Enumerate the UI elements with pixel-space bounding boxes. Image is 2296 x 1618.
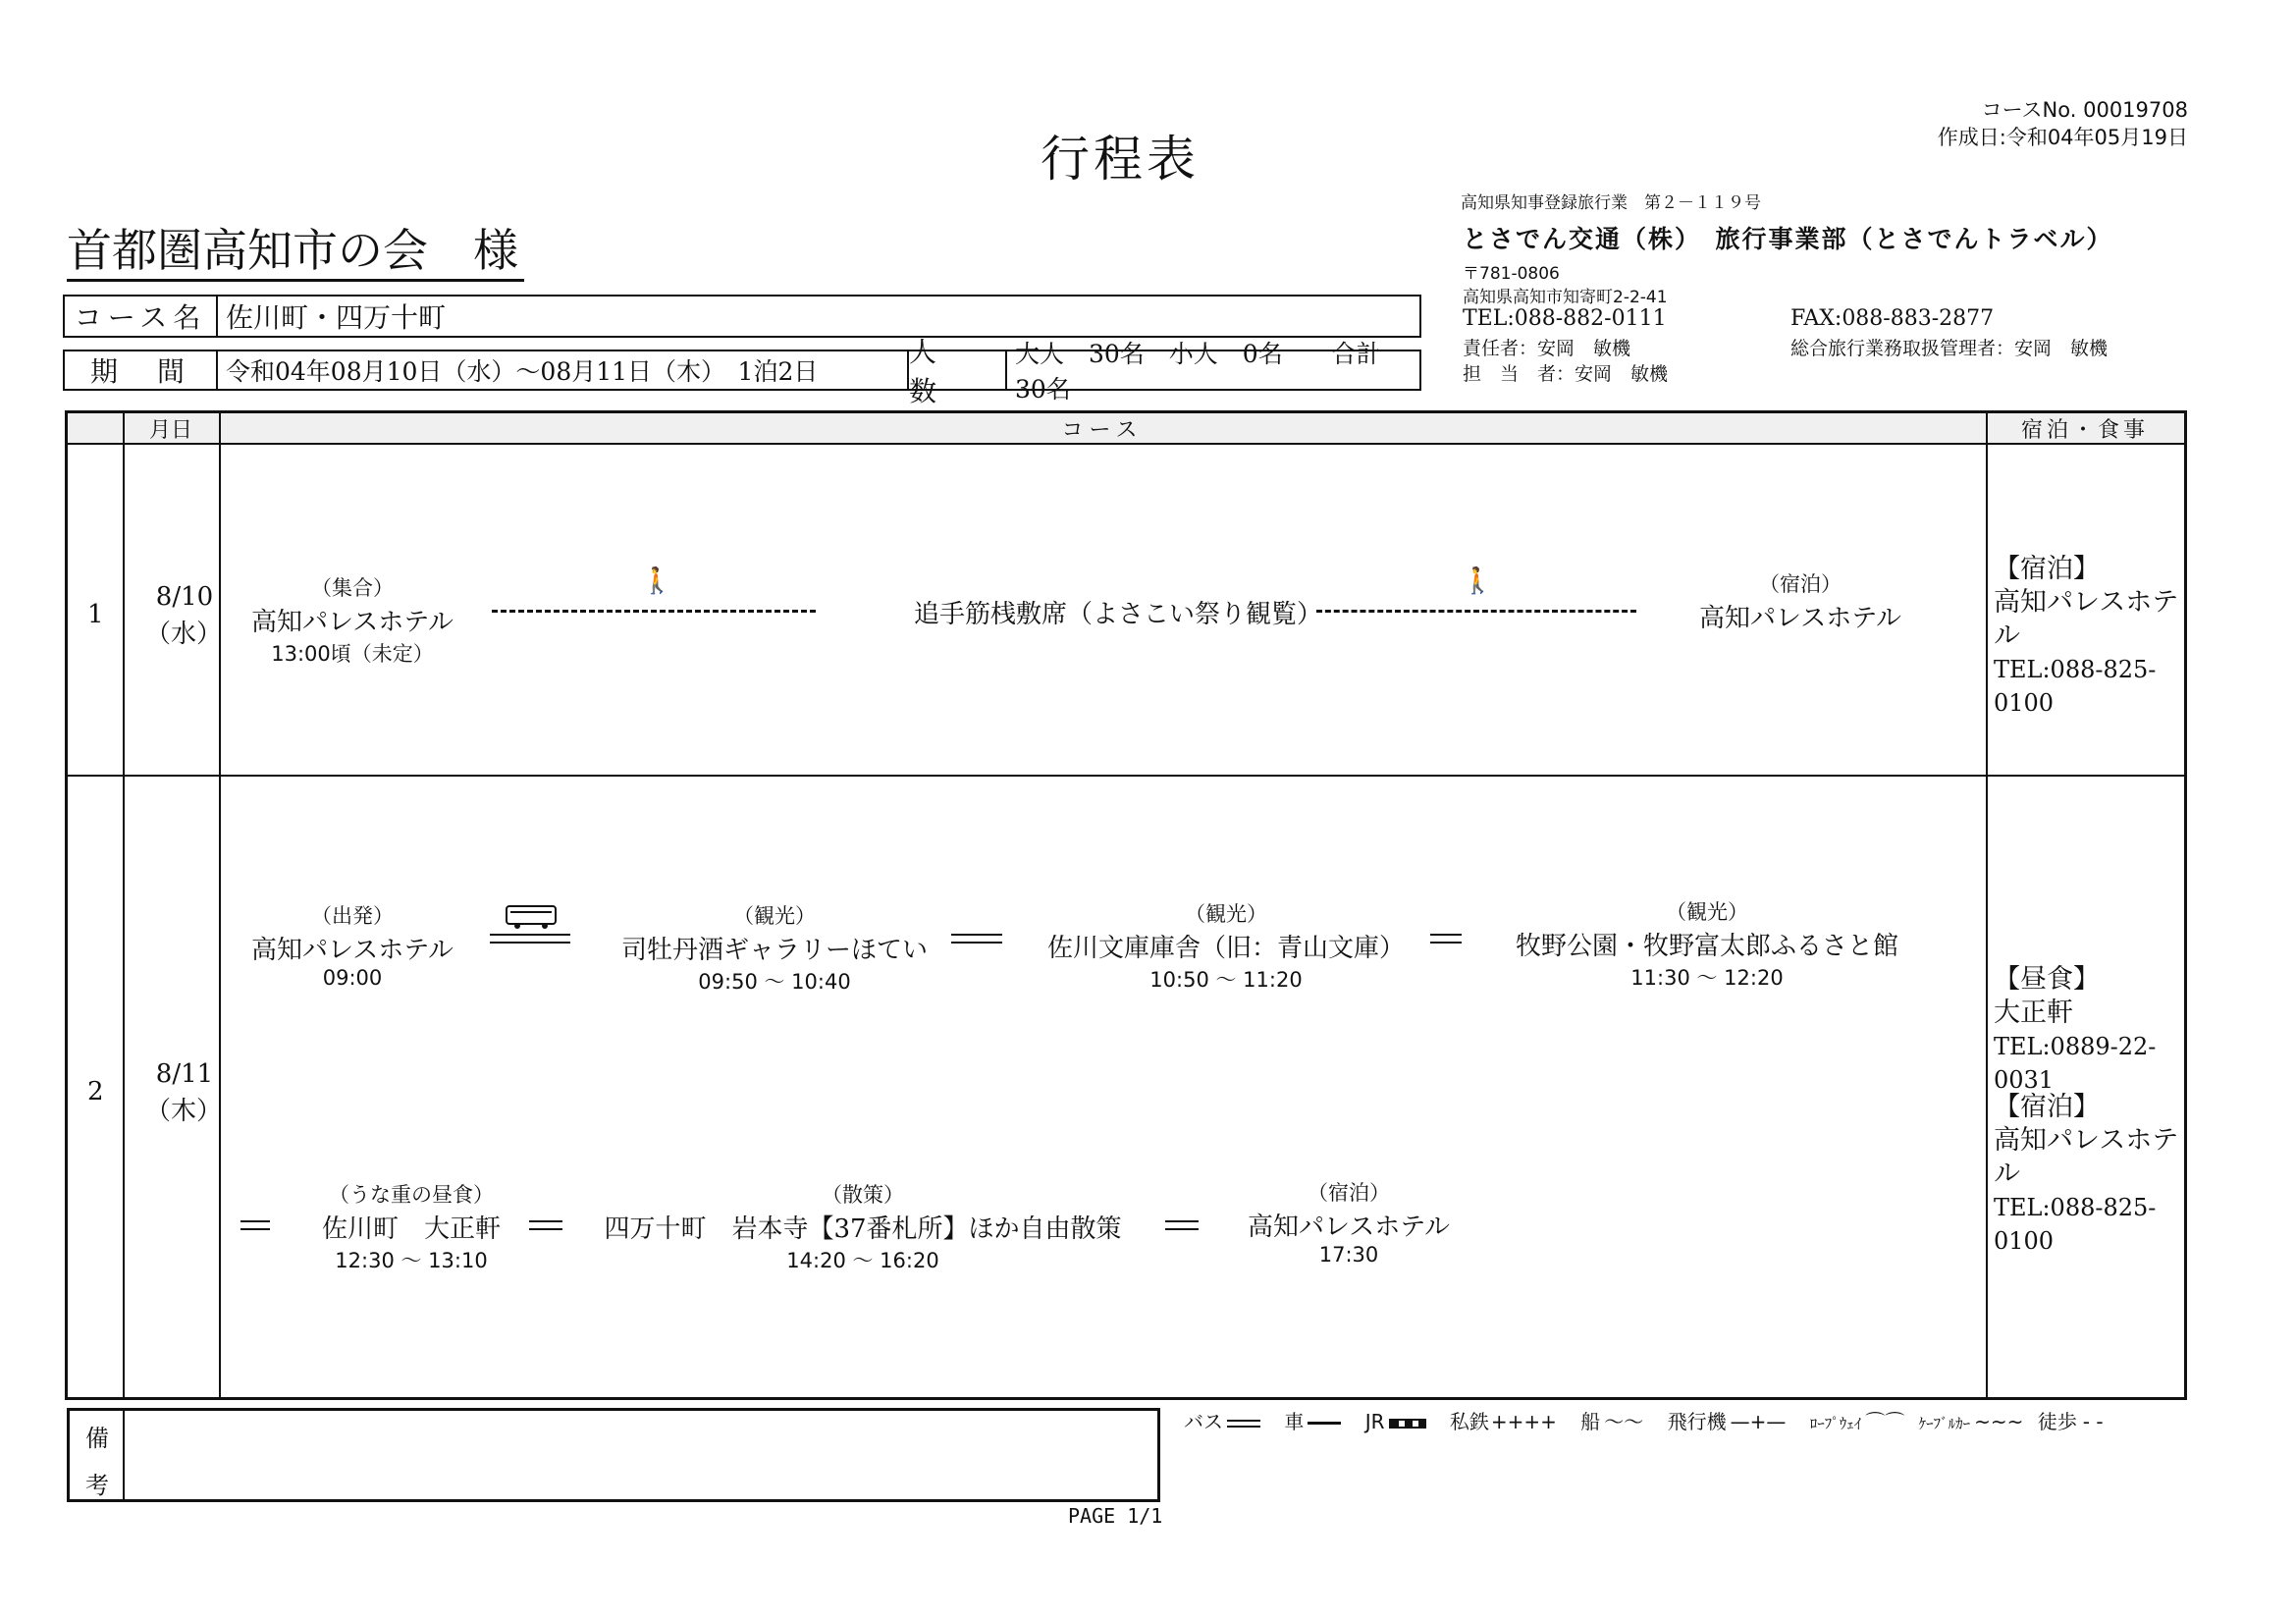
stop-sightseeing — [617, 900, 932, 996]
stay-day2-lunch — [1994, 963, 2184, 1097]
bus-line — [240, 1220, 270, 1230]
document-title: 行程表 — [1041, 131, 1200, 188]
stay-tel: TEL:088-825-0100 — [1994, 656, 2157, 717]
stop-time: 11:30 ～ 12:20 — [1630, 966, 1784, 990]
legend-walk: 徒歩 — [2037, 1410, 2077, 1433]
itinerary-table — [65, 410, 2187, 1400]
bus-line — [1430, 934, 1462, 944]
stay-name: 高知パレスホテル — [1994, 587, 2179, 651]
header-stay: 宿泊・食事 — [1986, 413, 2184, 443]
stop-category: （観光） — [1666, 900, 1748, 924]
agency-tel: TEL:088-882-0111 — [1463, 306, 1667, 331]
legend-ropeway: ﾛｰﾌﾟｳｪｲ — [1809, 1415, 1862, 1432]
agency-manager: 総合旅行業務取扱管理者：安岡 敏機 — [1790, 338, 2109, 359]
stop-category: （観光） — [733, 904, 816, 928]
bus-line — [951, 934, 1002, 944]
legend-ship: 船 — [1580, 1410, 1601, 1433]
bus-icon — [506, 904, 557, 934]
course-number: コースNo. 00019708 — [1981, 98, 2188, 122]
page-number: PAGE 1/1 — [1068, 1504, 1163, 1528]
stop-departure — [244, 900, 460, 990]
stay-tel: TEL:088-825-0100 — [1994, 1194, 2157, 1255]
stop-lunch — [294, 1179, 529, 1274]
stop-time: 17:30 — [1318, 1243, 1379, 1267]
bus-line — [1165, 1220, 1199, 1230]
header-blank — [68, 413, 123, 443]
bus-line — [490, 934, 570, 944]
legend-private-rail: 私鉄 — [1449, 1410, 1489, 1433]
walk-icon: 🚶 — [1462, 566, 1494, 596]
walk-line — [492, 610, 816, 613]
agency-staff: 担 当 者：安岡 敏機 — [1463, 363, 1669, 385]
course-name-box — [63, 295, 1421, 338]
stop-category: （宿泊） — [1759, 572, 1842, 596]
bus-line — [529, 1220, 562, 1230]
period-value: 令和04年08月10日（水）～08月11日（木） 1泊2日 — [218, 351, 909, 389]
remarks-box — [67, 1408, 1160, 1502]
day-date: 8/10 — [155, 582, 214, 612]
header-course: コース — [219, 413, 1986, 443]
stay-heading: 【宿泊】 — [1994, 554, 2100, 584]
remarks-label-cell — [70, 1411, 125, 1499]
day-weekday: （水） — [144, 620, 222, 649]
transport-legend: バス 車 JR 私鉄 ++++ 船 〜〜 飛行機 —+— ﾛｰﾌﾟｳｪｲ ⌒⌒ ｹｰﾌﾞﾙｶｰ ~~~ 徒歩 - - — [1184, 1410, 2104, 1433]
stop-category: （散策） — [822, 1183, 904, 1207]
stay-heading: 【宿泊】 — [1994, 1092, 2100, 1122]
header-date: 月日 — [123, 413, 219, 443]
legend-cable: ｹｰﾌﾞﾙｶｰ — [1918, 1415, 1971, 1432]
stay-day2-hotel — [1994, 1091, 2184, 1258]
course-value: 佐川町・四万十町 — [226, 301, 447, 334]
stop-name: 牧野公園・牧野富太郎ふるさと館 — [1515, 932, 1898, 961]
agency-responsible: 責任者：安岡 敏機 — [1463, 338, 1631, 359]
people-value: 大人 30名 小人 0名 合計 30名 — [1015, 340, 1406, 404]
stop-name: 司牡丹酒ギャラリーほてい — [620, 936, 928, 965]
stay-day1 — [1994, 553, 2184, 720]
stop-name: 追手筋桟敷席（よさこい祭り観覧） — [913, 600, 1322, 629]
day-number: 2 — [87, 1077, 104, 1106]
stop-sightseeing — [1040, 898, 1413, 994]
stop-category: （観光） — [1185, 902, 1267, 926]
period-label: 期 間 — [65, 351, 218, 389]
people-label: 人 数 — [909, 351, 1007, 389]
stop-sightseeing — [1501, 896, 1913, 992]
stop-time: 13:00頃（未定） — [271, 642, 434, 666]
legend-car: 車 — [1284, 1410, 1305, 1433]
stop-name: 佐川文庫庫舎（旧：青山文庫） — [1046, 934, 1405, 963]
legend-jr: JR — [1364, 1410, 1385, 1433]
stop-name: 高知パレスホテル — [1699, 604, 1901, 633]
agency-registration: 高知県知事登録旅行業 第２－１１９号 — [1461, 193, 1761, 213]
stop-category: （集合） — [311, 576, 394, 600]
legend-plane: 飛行機 — [1667, 1410, 1727, 1433]
stop-name: 佐川町 大正軒 — [321, 1214, 501, 1244]
day-number: 1 — [87, 600, 104, 629]
agency-fax: FAX:088-883-2877 — [1790, 306, 1995, 331]
day-weekday: （木） — [144, 1097, 222, 1126]
walk-icon: 🚶 — [641, 566, 673, 596]
stop-name: 四万十町 岩本寺【37番札所】ほか自由散策 — [604, 1214, 1122, 1244]
period-box — [63, 336, 1421, 407]
stop-category: （宿泊） — [1308, 1181, 1390, 1205]
stop-category: （出発） — [311, 904, 394, 928]
stop-name: 高知パレスホテル — [251, 936, 454, 965]
customer-name: 首都圏高知市の会 様 — [67, 222, 524, 282]
stay-name: 高知パレスホテル — [1994, 1125, 2179, 1189]
legend-bus: バス — [1184, 1410, 1223, 1433]
stop-time: 10:50 ～ 11:20 — [1149, 968, 1303, 992]
agency-name: とさでん交通（株） 旅行事業部（とさでんトラベル） — [1463, 225, 2113, 253]
stay-heading: 【昼食】 — [1994, 964, 2100, 995]
remarks-label: 考 — [85, 1472, 109, 1499]
stop-time: 09:50 ～ 10:40 — [698, 970, 851, 994]
course-label: コース名 — [65, 297, 218, 336]
stop-name: 高知パレスホテル — [251, 608, 454, 637]
stop-name: 高知パレスホテル — [1248, 1213, 1450, 1242]
stop-time: 12:30 ～ 13:10 — [335, 1249, 488, 1272]
agency-postal: 〒781-0806 — [1463, 264, 1560, 284]
day-date: 8/11 — [155, 1059, 214, 1089]
stop-hotel — [1678, 568, 1923, 634]
stop-walk-tour — [598, 1179, 1128, 1274]
stay-tel: TEL:0889-22-0031 — [1994, 1033, 2157, 1094]
stop-time: 09:00 — [322, 966, 383, 990]
remarks-label: 備 — [85, 1425, 109, 1452]
stay-name: 大正軒 — [1994, 998, 2073, 1028]
created-date: 作成日:令和04年05月19日 — [1937, 126, 2188, 149]
walk-line — [1316, 610, 1636, 613]
stop-hotel — [1226, 1177, 1471, 1267]
stop-assembly — [244, 572, 460, 668]
stop-category: （うな重の昼食） — [329, 1183, 494, 1207]
stop-viewing — [873, 594, 1363, 630]
stop-time: 14:20 ～ 16:20 — [786, 1249, 939, 1272]
agency-address: 高知県高知市知寄町2-2-41 — [1463, 288, 1668, 307]
